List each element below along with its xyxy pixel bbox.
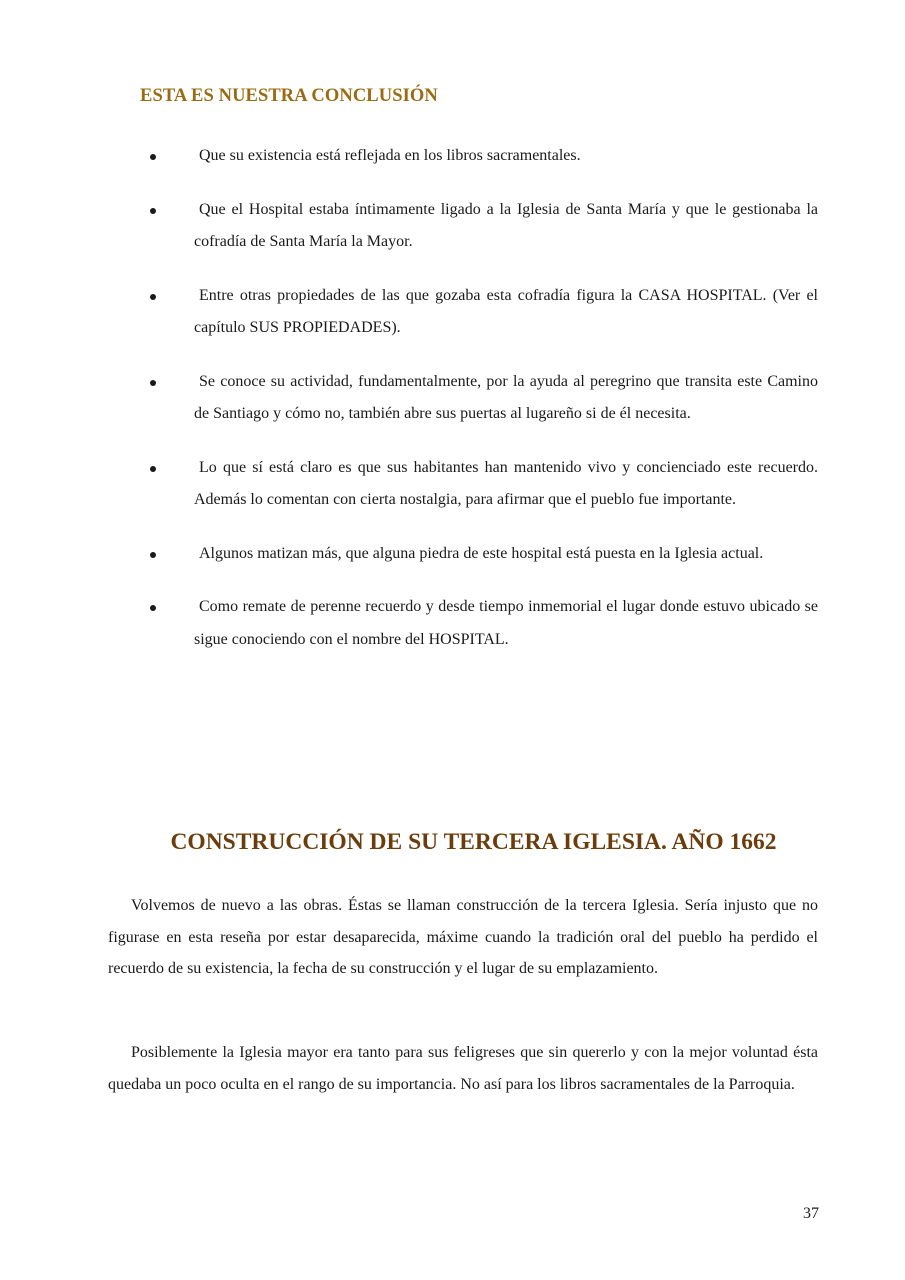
list-item-text: Que su existencia está reflejada en los libros sacramentales. [199, 147, 581, 164]
list-item-text: Entre otras propiedades de las que gozaba esta cofradía figura la CASA HOSPITAL. (Ver el capítulo SUS PROPIEDADES). [194, 286, 818, 336]
bullet-icon [150, 552, 156, 558]
chapter-title: CONSTRUCCIÓN DE SU TERCERA IGLESIA. AÑO 1662 [170, 829, 777, 855]
list-item-text: Se conoce su actividad, fundamentalmente, por la ayuda al peregrino que transita este Camino de Santiago y cómo no, también abre sus puertas al lugareño si de él necesita. [194, 372, 818, 422]
bullet-icon [150, 294, 156, 300]
list-item [0, 591, 905, 656]
bullet-icon [150, 154, 156, 160]
list-item-text: Que el Hospital estaba íntimamente ligado a la Iglesia de Santa María y que le gestionaba la cofradía de Santa María la Mayor. [194, 200, 818, 250]
list-item [0, 538, 905, 571]
list-item [0, 140, 905, 173]
list-item-text: Lo que sí está claro es que sus habitantes han mantenido vivo y concienciado este recuerdo. Además lo comentan con cierta nostalgia, para afirmar que el pueblo fue importante. [194, 458, 818, 508]
list-item [0, 194, 905, 259]
section-heading: ESTA ES NUESTRA CONCLUSIÓN [140, 86, 438, 106]
list-item-text: Algunos matizan más, que alguna piedra de este hospital está puesta en la Iglesia actual. [199, 544, 764, 562]
bullet-icon [150, 380, 156, 386]
page-number: 37 [803, 1205, 819, 1222]
bullet-icon [150, 208, 156, 214]
bullet-icon [150, 605, 156, 611]
list-item [0, 366, 905, 431]
list-item [0, 280, 905, 345]
bullet-icon [150, 466, 156, 472]
body-paragraph: Posiblemente la Iglesia mayor era tanto para sus feligreses que sin quererlo y con la mejor voluntad ésta quedaba un poco oculta en el rango de su importancia. No así para los libros sacramentales de la Parroquia. [108, 1044, 818, 1093]
body-paragraph: Volvemos de nuevo a las obras. Éstas se llaman construcción de la tercera Iglesia. Sería injusto que no figurase en esta reseña por estar desaparecida, máxime cuando la tradición oral del pueblo ha perdido el recuerdo de su existencia, la fecha de su construcción y el lugar de su emplazamiento. [108, 897, 818, 977]
list-item [0, 452, 905, 517]
conclusion-list [0, 140, 905, 677]
list-item-text: Como remate de perenne recuerdo y desde tiempo inmemorial el lugar donde estuvo ubicado se sigue conociendo con el nombre del HOSPITAL. [194, 598, 818, 648]
